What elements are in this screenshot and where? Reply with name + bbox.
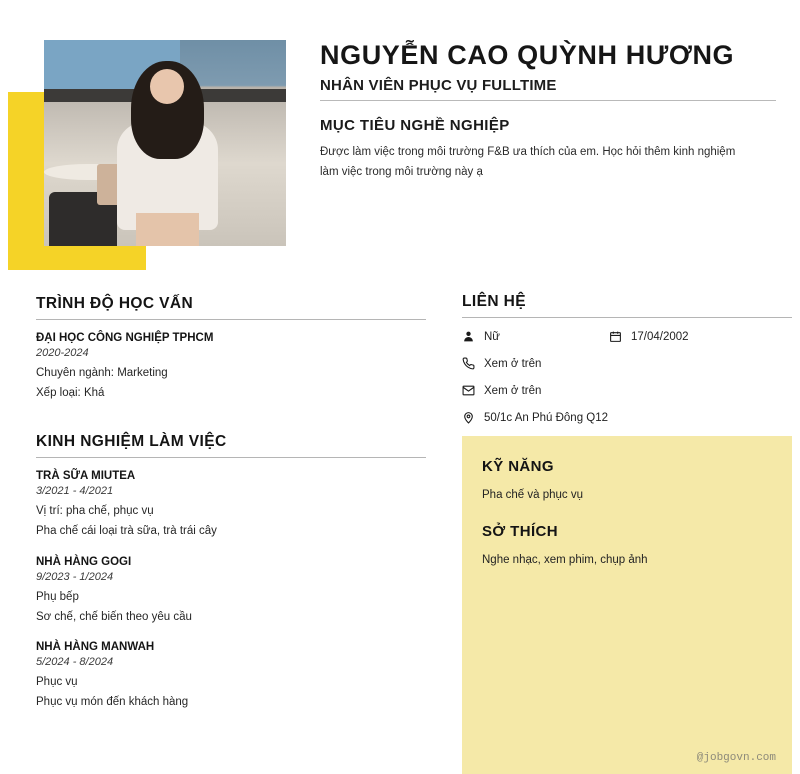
- contact-gender: Nữ: [484, 330, 501, 343]
- header-divider: [320, 100, 776, 101]
- objective-text: Được làm việc trong môi trường F&B ưa thích của em. Học hỏi thêm kinh nghiệm làm việc trong môi trường này ạ: [320, 146, 736, 179]
- experience-detail: Vị trí: pha chế, phục vụ: [36, 505, 154, 518]
- experience-company: NHÀ HÀNG GOGI: [36, 555, 132, 568]
- experience-entry: [36, 470, 426, 541]
- contact-address: 50/1c An Phú Đông Q12: [484, 411, 609, 424]
- photo-face-shape: [150, 69, 184, 104]
- mail-icon: [462, 384, 484, 397]
- experience-detail: Phục vụ: [36, 675, 78, 688]
- experience-detail: Sơ chế, chế biến theo yêu cầu: [36, 610, 192, 623]
- spacer: [36, 417, 426, 433]
- education-entry: [36, 332, 426, 403]
- interests-heading: SỞ THÍCH: [482, 523, 558, 540]
- experience-company: TRÀ SỮA MIUTEA: [36, 470, 136, 483]
- objective-heading: MỤC TIÊU NGHỀ NGHIỆP: [320, 117, 510, 134]
- contact-row: [462, 384, 792, 397]
- skills-heading: KỸ NĂNG: [482, 458, 554, 475]
- photo-legs-shape: [136, 213, 199, 246]
- contact-birthdate: 17/04/2002: [631, 330, 689, 343]
- experience-company: NHÀ HÀNG MANWAH: [36, 640, 155, 653]
- education-detail: Chuyên ngành: Marketing: [36, 367, 168, 379]
- experience-entry: [36, 556, 426, 627]
- experience-date: 9/2023 - 1/2024: [36, 570, 114, 583]
- education-divider: [36, 319, 426, 320]
- page-title: NGUYỄN CAO QUỲNH HƯƠNG: [320, 40, 735, 70]
- contact-list: [462, 330, 792, 424]
- education-heading: TRÌNH ĐỘ HỌC VẤN: [36, 295, 194, 312]
- experience-heading: KINH NGHIỆM LÀM VIỆC: [36, 433, 227, 451]
- contact-row: [462, 411, 792, 424]
- skills-text: Pha chế và phục vụ: [482, 489, 584, 501]
- contact-email: Xem ở trên: [484, 384, 542, 397]
- contact-phone: Xem ở trên: [484, 357, 542, 370]
- location-icon: [462, 411, 484, 424]
- education-school: ĐẠI HỌC CÔNG NGHIỆP TPHCM: [36, 332, 214, 344]
- phone-icon: [462, 357, 484, 370]
- experience-detail: Phục vụ món đến khách hàng: [36, 695, 189, 708]
- experience-divider: [36, 457, 426, 458]
- experience-date: 5/2024 - 8/2024: [36, 655, 114, 668]
- avatar-image: [44, 40, 286, 246]
- experience-entry: [36, 641, 426, 712]
- interests-text: Nghe nhạc, xem phim, chụp ảnh: [482, 554, 648, 566]
- skills-interests-panel: [462, 436, 792, 774]
- experience-detail: Pha chế cái loại trà sữa, trà trái cây: [36, 525, 217, 538]
- header-text-block: [320, 40, 776, 182]
- contact-column: [462, 293, 792, 438]
- experience-detail: Phụ bếp: [36, 590, 79, 603]
- contact-row: [462, 330, 792, 343]
- job-title: NHÂN VIÊN PHỤC VỤ FULLTIME: [320, 77, 557, 94]
- education-date: 2020-2024: [36, 347, 89, 359]
- watermark: @jobgovn.com: [696, 752, 776, 764]
- avatar: [44, 40, 286, 246]
- contact-divider: [462, 317, 792, 318]
- experience-date: 3/2021 - 4/2021: [36, 485, 114, 498]
- contact-heading: LIÊN HỆ: [462, 293, 526, 310]
- resume-header: [0, 0, 800, 270]
- left-column: [36, 295, 426, 726]
- person-icon: [462, 330, 484, 343]
- contact-row: [462, 357, 792, 370]
- calendar-icon: [609, 330, 631, 343]
- education-detail: Xếp loại: Khá: [36, 387, 105, 400]
